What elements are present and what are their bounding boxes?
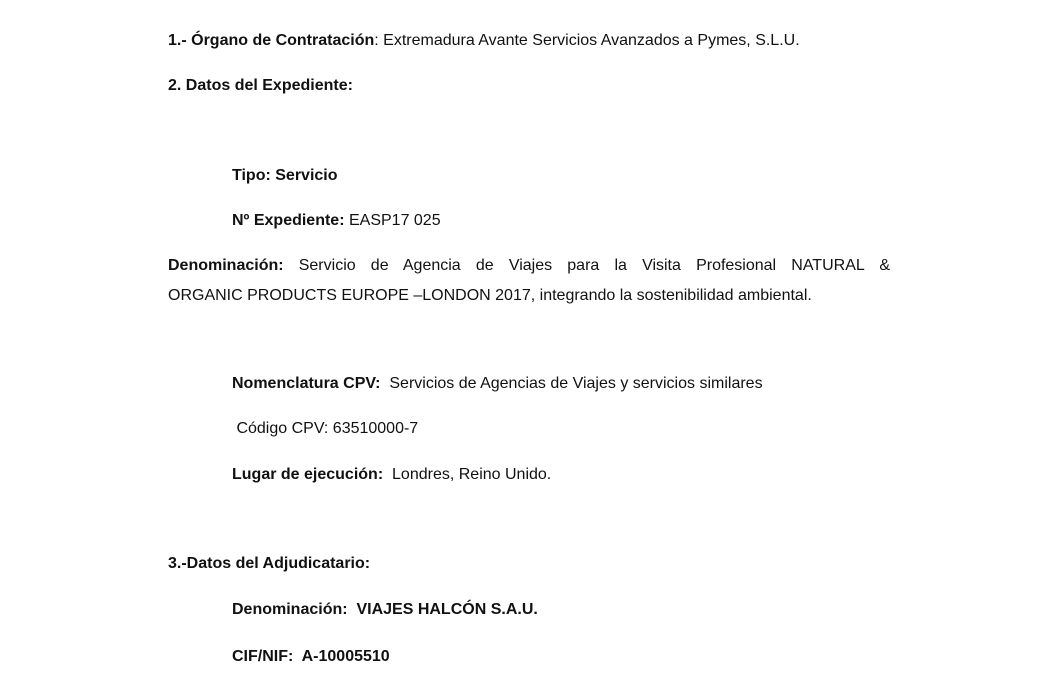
organo-contratacion-value: : Extremadura Avante Servicios Avanzados a Pymes, S.L.U. bbox=[374, 32, 800, 49]
cif-value: A-10005510 bbox=[293, 648, 390, 665]
expediente-line bbox=[232, 211, 441, 231]
codigo-cpv-line: Código CPV: 63510000-7 bbox=[232, 420, 419, 437]
lugar-ejecucion-value: Londres, Reino Unido. bbox=[383, 466, 552, 483]
expediente-label: Nº Expediente: bbox=[232, 212, 345, 229]
datos-expediente-heading: 2. Datos del Expediente: bbox=[168, 77, 353, 94]
denominacion-line-1 bbox=[168, 256, 890, 276]
cif-line bbox=[232, 647, 390, 667]
adjudicatario-denominacion-value: VIAJES HALCÓN S.A.U. bbox=[347, 601, 538, 618]
datos-adjudicatario-heading: 3.-Datos del Adjudicatario: bbox=[168, 555, 371, 572]
denominacion-label: Denominación: bbox=[168, 257, 284, 274]
organo-contratacion-line bbox=[168, 31, 800, 51]
lugar-ejecucion-label: Lugar de ejecución: bbox=[232, 466, 384, 483]
cpv-value: Servicios de Agencias de Viajes y servicios similares bbox=[380, 375, 763, 392]
expediente-value: EASP17 025 bbox=[344, 212, 441, 229]
cpv-line bbox=[232, 374, 763, 394]
denominacion-line-2: ORGANIC PRODUCTS EUROPE –LONDON 2017, integrando la sostenibilidad ambiental. bbox=[168, 287, 812, 304]
adjudicatario-denominacion-line bbox=[232, 600, 538, 620]
tipo-line: Tipo: Servicio bbox=[232, 167, 338, 184]
adjudicatario-denominacion-label: Denominación: bbox=[232, 601, 348, 618]
cpv-label: Nomenclatura CPV: bbox=[232, 375, 381, 392]
organo-contratacion-label: 1.- Órgano de Contratación bbox=[168, 32, 375, 49]
denominacion-text-1: Servicio de Agencia de Viajes para la Visita Profesional NATURAL & bbox=[298, 257, 891, 274]
cif-label: CIF/NIF: bbox=[232, 648, 294, 665]
lugar-ejecucion-line bbox=[232, 465, 551, 485]
